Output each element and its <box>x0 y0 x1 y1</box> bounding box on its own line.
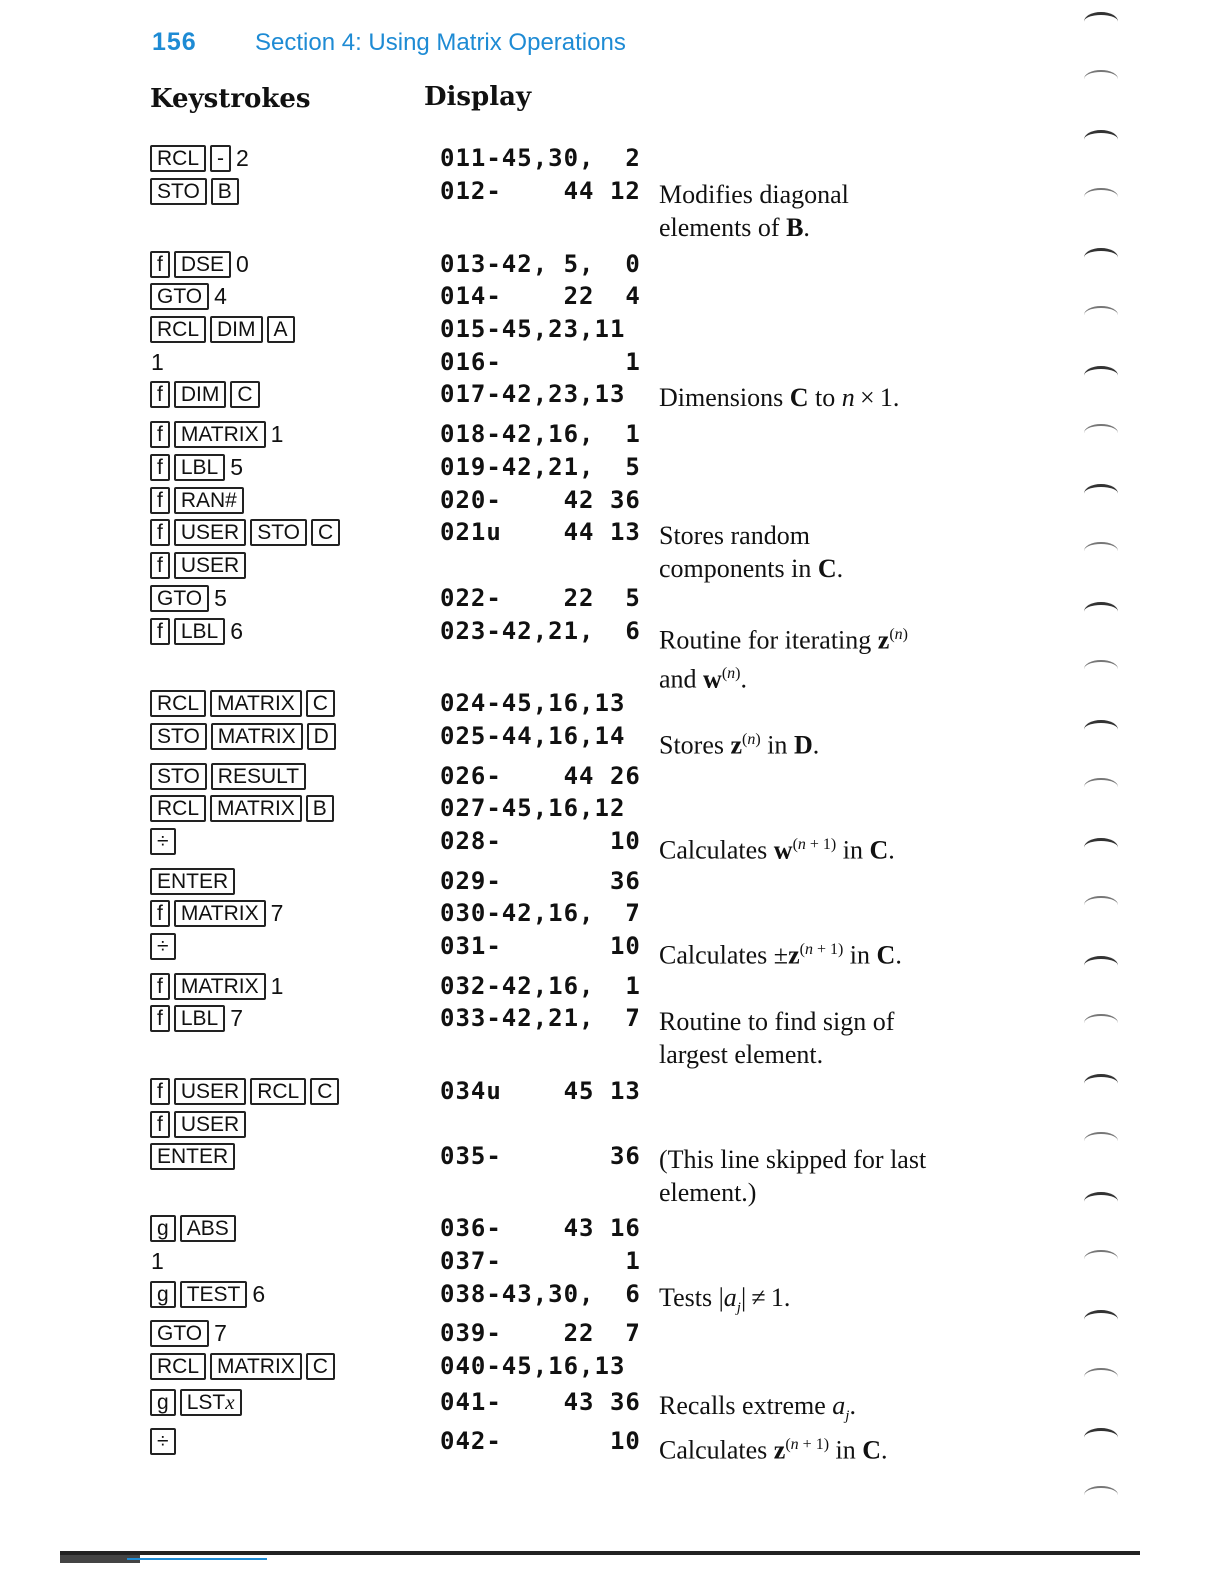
keystroke-sequence <box>150 381 264 408</box>
keystroke-sequence <box>150 316 299 343</box>
key-cap: f <box>150 1078 170 1105</box>
key-cap: LBL <box>174 618 225 645</box>
keystroke-sequence <box>150 349 168 376</box>
display-code: 022- 22 5 <box>440 584 641 612</box>
listing-row <box>0 249 1224 282</box>
keystroke-sequence <box>150 795 338 822</box>
comment: Routine to find sign of largest element. <box>659 1007 895 1069</box>
binder-ring <box>1084 188 1118 206</box>
key-cap: f <box>150 618 170 645</box>
key-digit: 7 <box>230 1005 244 1031</box>
key-digit: 6 <box>230 618 244 644</box>
display-code: 027-45,16,12 <box>440 794 626 822</box>
binder-ring <box>1084 956 1118 975</box>
key-digit: 7 <box>214 1320 227 1346</box>
keystroke-sequence <box>150 1353 339 1380</box>
binder-ring <box>1084 1368 1118 1386</box>
keystrokes-heading: Keystrokes <box>150 84 311 114</box>
keystroke-sequence <box>150 723 340 750</box>
key-cap: MATRIX <box>174 973 266 1000</box>
listing-row <box>0 793 1224 826</box>
display-code: 031- 10 <box>440 932 641 960</box>
display-code: 023-42,21, 6 <box>440 617 641 645</box>
page-bottom-accent <box>127 1558 267 1560</box>
listing-row <box>0 143 1224 176</box>
listing-row <box>0 1279 1224 1317</box>
key-cap: RCL <box>150 795 206 822</box>
keystroke-sequence <box>150 1428 180 1455</box>
key-cap: STO <box>150 723 207 750</box>
key-cap: g <box>150 1281 176 1308</box>
binder-ring <box>1084 1428 1118 1447</box>
listing-row <box>0 1246 1224 1279</box>
binder-ring <box>1084 424 1118 442</box>
keystroke-sequence <box>150 973 287 1000</box>
key-cap: MATRIX <box>211 723 303 750</box>
key-cap: C <box>310 1078 339 1105</box>
display-code: 015-45,23,11 <box>440 315 626 343</box>
key-cap: f <box>150 900 170 927</box>
key-cap: f <box>150 973 170 1000</box>
key-cap: DSE <box>174 251 231 278</box>
key-cap: USER <box>174 519 246 546</box>
listing-row <box>0 826 1224 865</box>
keystroke-sequence <box>150 868 239 895</box>
key-digit: 0 <box>236 251 249 277</box>
key-cap: g <box>150 1389 176 1416</box>
keystroke-sequence <box>150 178 243 205</box>
listing-row <box>0 1109 1224 1142</box>
page-header <box>152 28 626 57</box>
key-digit: 7 <box>270 900 284 926</box>
comment: Calculates $z^{(n + 1)}$ in C. <box>659 1435 888 1465</box>
listing-row <box>0 583 1224 616</box>
display-code: 040-45,16,13 <box>440 1352 626 1380</box>
display-code: 017-42,23,13 <box>440 380 626 408</box>
display-code: 030-42,16, 7 <box>440 899 641 927</box>
key-cap: LSTx <box>180 1389 242 1416</box>
key-cap: A <box>267 316 295 343</box>
key-cap: C <box>311 519 340 546</box>
binder-ring <box>1084 660 1118 678</box>
binder-ring <box>1084 838 1118 857</box>
binder-ring <box>1084 484 1118 503</box>
listing-row <box>0 898 1224 931</box>
display-code: 029- 36 <box>440 867 641 895</box>
listing-row <box>0 347 1224 380</box>
key-cap: ÷ <box>150 933 176 960</box>
display-code: 033-42,21, 7 <box>440 1004 641 1032</box>
key-digit: 6 <box>252 1281 266 1307</box>
key-cap: STO <box>150 178 207 205</box>
binder-ring <box>1084 366 1118 385</box>
key-cap: RESULT <box>211 763 306 790</box>
keystroke-sequence <box>150 618 247 645</box>
display-code: 042- 10 <box>440 1427 641 1455</box>
listing-row <box>0 1351 1224 1384</box>
keystroke-sequence <box>150 1215 240 1242</box>
comment: Stores random <box>659 521 810 550</box>
binder-ring <box>1084 778 1118 796</box>
binder-ring <box>1084 248 1118 267</box>
key-digit: 2 <box>236 145 249 171</box>
keystroke-sequence <box>150 900 287 927</box>
key-cap: ENTER <box>150 1143 235 1170</box>
binder-ring <box>1084 1014 1118 1032</box>
binder-ring <box>1084 1192 1118 1211</box>
keystroke-sequence <box>150 1248 168 1275</box>
keystroke-sequence <box>150 1111 250 1138</box>
keystroke-sequence <box>150 1389 246 1416</box>
binder-ring <box>1084 720 1118 739</box>
keystroke-sequence <box>150 933 180 960</box>
comment: components in C. <box>659 554 844 583</box>
key-cap: f <box>150 421 170 448</box>
listing-row <box>0 1387 1224 1425</box>
display-code: 028- 10 <box>440 827 641 855</box>
listing-row <box>0 517 1224 550</box>
key-cap: STO <box>250 519 307 546</box>
key-cap: ÷ <box>150 828 176 855</box>
keystroke-sequence <box>150 1005 247 1032</box>
display-code: 011-45,30, 2 <box>440 144 641 172</box>
key-cap: RCL <box>150 1353 206 1380</box>
key-cap: USER <box>174 1111 246 1138</box>
display-code: 012- 44 12 <box>440 177 641 205</box>
key-cap: f <box>150 381 170 408</box>
keystroke-sequence <box>150 1281 269 1308</box>
display-code: 025-44,16,14 <box>440 722 626 750</box>
key-cap: RCL <box>150 316 206 343</box>
listing-row <box>0 688 1224 721</box>
keystroke-sequence <box>150 454 247 481</box>
key-cap: f <box>150 1005 170 1032</box>
display-code: 021u 44 13 <box>440 518 641 546</box>
listing-row <box>0 176 1224 242</box>
listing-row <box>0 314 1224 347</box>
keystroke-sequence <box>150 1078 343 1105</box>
comment: Tests $|a_j| \ne 1$. <box>659 1283 791 1317</box>
key-cap: GTO <box>150 1320 209 1347</box>
display-code: 036- 43 16 <box>440 1214 641 1242</box>
page-number: 156 <box>152 28 197 56</box>
keystroke-sequence <box>150 283 231 310</box>
key-cap: MATRIX <box>210 795 302 822</box>
key-cap: ABS <box>180 1215 236 1242</box>
key-cap: RCL <box>150 145 206 172</box>
listing-row <box>0 452 1224 485</box>
binder-ring <box>1084 1310 1118 1329</box>
keystroke-sequence <box>150 487 248 514</box>
key-cap: GTO <box>150 283 209 310</box>
binder-ring <box>1084 12 1118 31</box>
display-code: 020- 42 36 <box>440 486 641 514</box>
binder-ring <box>1084 1486 1118 1504</box>
listing-row <box>0 1426 1224 1465</box>
comment: Stores $z^{(n)}$ in D. <box>659 730 820 760</box>
key-cap: RAN# <box>174 487 244 514</box>
binder-ring <box>1084 542 1118 560</box>
display-code: 026- 44 26 <box>440 762 641 790</box>
display-code: 038-43,30, 6 <box>440 1280 641 1308</box>
key-cap: f <box>150 519 170 546</box>
binder-ring <box>1084 602 1118 621</box>
binder-ring <box>1084 1074 1118 1093</box>
key-cap: C <box>306 1353 335 1380</box>
display-heading: Display <box>424 82 532 112</box>
key-cap: MATRIX <box>210 1353 302 1380</box>
listing-row <box>0 721 1224 760</box>
display-code: 035- 36 <box>440 1142 641 1170</box>
key-digit: 5 <box>214 585 227 611</box>
key-cap: f <box>150 251 170 278</box>
display-code: 039- 22 7 <box>440 1319 641 1347</box>
binder-ring <box>1084 306 1118 324</box>
key-cap: B <box>306 795 334 822</box>
key-cap: LBL <box>174 1005 225 1032</box>
listing-row <box>0 550 1224 583</box>
listing-row <box>0 1213 1224 1246</box>
keystroke-sequence <box>150 251 253 278</box>
listing-row <box>0 971 1224 1004</box>
key-digit: 1 <box>270 421 284 447</box>
key-cap: MATRIX <box>174 421 266 448</box>
comment: Dimensions C to n × 1. <box>659 383 900 412</box>
display-code: 019-42,21, 5 <box>440 453 641 481</box>
listing-row <box>0 379 1224 412</box>
binder-ring <box>1084 70 1118 88</box>
display-code: 034u 45 13 <box>440 1077 641 1105</box>
key-cap: - <box>210 145 231 172</box>
key-cap: RCL <box>250 1078 306 1105</box>
display-code: 024-45,16,13 <box>440 689 626 717</box>
listing-row <box>0 281 1224 314</box>
key-cap: USER <box>174 1078 246 1105</box>
display-code: 013-42, 5, 0 <box>440 250 641 278</box>
binder-ring <box>1084 130 1118 149</box>
binder-ring <box>1084 896 1118 914</box>
key-cap: MATRIX <box>210 690 302 717</box>
key-digit: 1 <box>151 349 164 375</box>
key-cap: ENTER <box>150 868 235 895</box>
key-cap: f <box>150 552 170 579</box>
key-cap: GTO <box>150 585 209 612</box>
listing-row <box>0 1076 1224 1109</box>
key-cap: D <box>307 723 336 750</box>
key-cap: f <box>150 454 170 481</box>
key-cap: C <box>306 690 335 717</box>
listing-row <box>0 761 1224 794</box>
section-title: Section 4: Using Matrix Operations <box>255 29 626 56</box>
keystroke-sequence <box>150 585 231 612</box>
display-code: 032-42,16, 1 <box>440 972 641 1000</box>
listing-row <box>0 1318 1224 1351</box>
listing-row <box>0 931 1224 970</box>
comment: Modifies diagonal elements of B. <box>659 180 849 242</box>
key-cap: DIM <box>174 381 227 408</box>
keystroke-sequence <box>150 519 344 546</box>
listing-row <box>0 866 1224 899</box>
comment: (This line skipped for last element.) <box>659 1145 927 1207</box>
key-cap: g <box>150 1215 176 1242</box>
keystroke-sequence <box>150 1143 239 1170</box>
key-cap: f <box>150 487 170 514</box>
key-cap: f <box>150 1111 170 1138</box>
key-cap: LBL <box>174 454 225 481</box>
key-cap: TEST <box>180 1281 248 1308</box>
display-code: 014- 22 4 <box>440 282 641 310</box>
key-cap: STO <box>150 763 207 790</box>
keystroke-sequence <box>150 828 180 855</box>
key-cap: ÷ <box>150 1428 176 1455</box>
comment: Recalls extreme $a_j$. <box>659 1391 856 1425</box>
keystroke-sequence <box>150 763 310 790</box>
key-cap: B <box>211 178 239 205</box>
keystroke-sequence <box>150 690 339 717</box>
key-cap: USER <box>174 552 246 579</box>
display-code: 041- 43 36 <box>440 1388 641 1416</box>
comment: Calculates $\pm z^{(n + 1)}$ in C. <box>659 940 902 970</box>
binder-ring <box>1084 1250 1118 1268</box>
keystroke-sequence <box>150 421 287 448</box>
listing-row <box>0 419 1224 452</box>
listing-row <box>0 1003 1224 1069</box>
key-digit: 1 <box>151 1248 164 1274</box>
key-cap: C <box>230 381 259 408</box>
key-digit: 1 <box>270 973 284 999</box>
listing-row <box>0 616 1224 694</box>
comment: Routine for iterating $z^{(n)}$ and $w^{(n)}$. <box>659 625 908 694</box>
page-bottom-edge <box>60 1551 1140 1555</box>
keystroke-sequence <box>150 552 250 579</box>
key-cap: DIM <box>210 316 263 343</box>
listing-row <box>0 485 1224 518</box>
display-code: 018-42,16, 1 <box>440 420 641 448</box>
binder-ring <box>1084 1132 1118 1150</box>
display-code: 037- 1 <box>440 1247 641 1275</box>
key-digit: 4 <box>214 283 227 309</box>
listing-row <box>0 1141 1224 1207</box>
keystroke-sequence <box>150 1320 231 1347</box>
key-cap: MATRIX <box>174 900 266 927</box>
key-digit: 5 <box>230 454 244 480</box>
comment: Calculates $w^{(n + 1)}$ in C. <box>659 835 895 865</box>
key-cap: RCL <box>150 690 206 717</box>
display-code: 016- 1 <box>440 348 641 376</box>
keystroke-sequence <box>150 145 253 172</box>
